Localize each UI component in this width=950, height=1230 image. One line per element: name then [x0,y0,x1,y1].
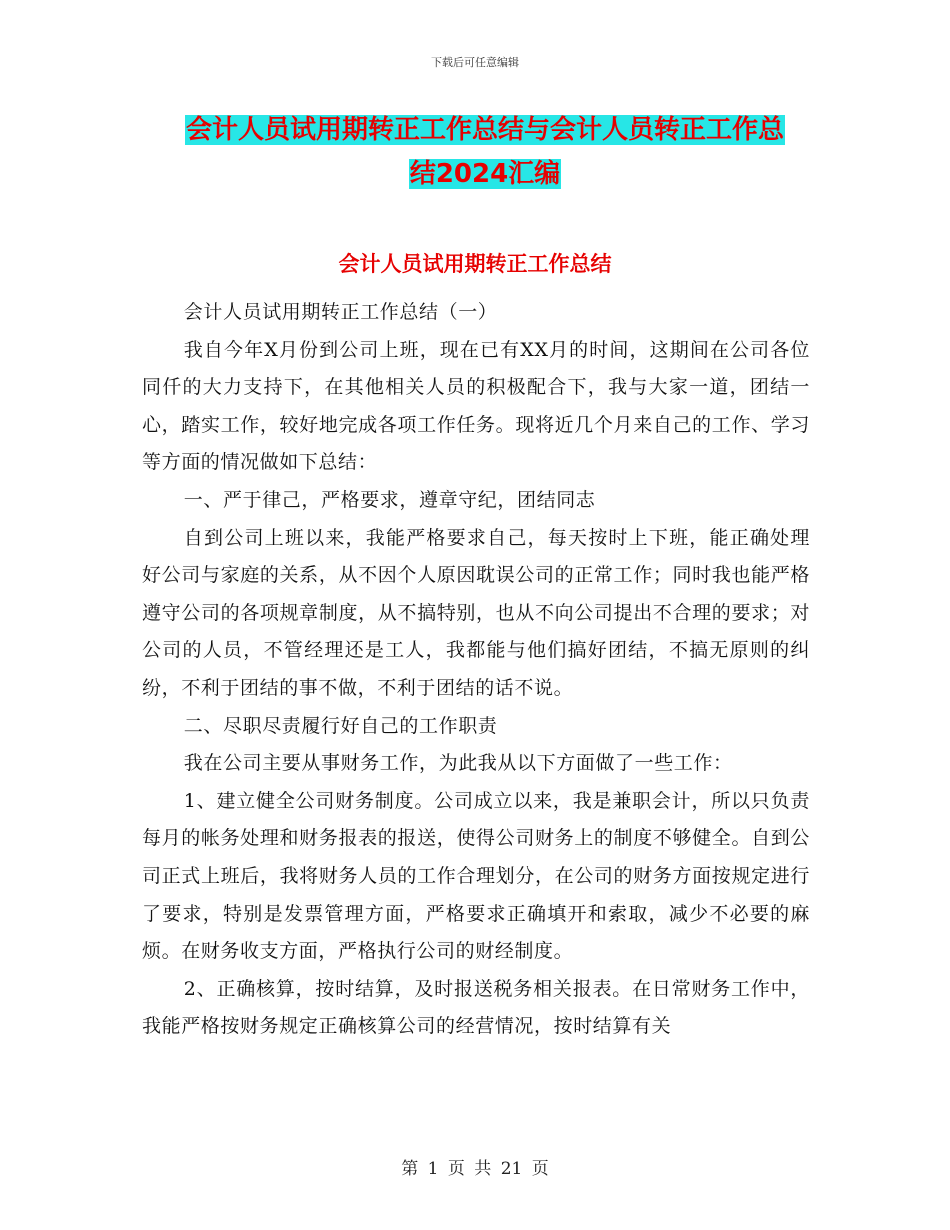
page-number-footer: 第 1 页 共 21 页 [401,1159,549,1179]
paragraph-item-2: 2、正确核算，按时结算，及时报送税务相关报表。在日常财务工作中，我能严格按财务规定正确核算公司的经营情况，按时结算有关 [142,977,810,1038]
paragraph-heading-2: 二、尽职尽责履行好自己的工作职责 [183,714,498,737]
paragraph-item-1: 1、建立健全公司财务制度。公司成立以来，我是兼职会计，所以只负责每月的帐务处理和财务报表的报送，使得公司财务上的制度不够健全。自到公司正式上班后，我将财务人员的工作合理划分，在公司的财务方面按规定进行了要求，特别是发票管理方面，严格要求正确填开和索取，减少不必要的麻烦。在财务收支方面，严格执行公司的财经制度。 [142,789,810,963]
header-note: 下载后可任意编辑 [431,56,519,69]
paragraph-heading-1: 一、严于律己，严格要求，遵章守纪，团结同志 [183,488,596,511]
paragraph-intro: 我自今年X月份到公司上班，现在已有XX月的时间，这期间在公司各位同仟的大力支持下，在其他相关人员的积极配合下，我与大家一道，团结一心，踏实工作，较好地完成各项工作任务。现将近几个月来自己的工作、学习等方面的情况做如下总结： [142,338,810,474]
paragraph-subtitle: 会计人员试用期转正工作总结（一） [183,301,498,323]
document-body [142,294,810,1046]
document-title-line2: 结2024汇编 [409,159,561,189]
paragraph-body-1: 自到公司上班以来，我能严格要求自己，每天按时上下班，能正确处理好公司与家庭的关系，从不因个人原因耽误公司的正常工作；同时我也能严格遵守公司的各项规章制度，从不搞特别，也从不向公司提出不合理的要求；对公司的人员，不管经理还是工人，我都能与他们搞好团结，不搞无原则的纠纷，不利于团结的事不做，不利于团结的话不说。 [142,526,810,699]
document-title-line1: 会计人员试用期转正工作总结与会计人员转正工作总 [185,115,784,145]
section-title: 会计人员试用期转正工作总结 [338,252,612,276]
paragraph-body-2: 我在公司主要从事财务工作，为此我从以下方面做了一些工作： [183,752,733,775]
document-title [140,108,830,196]
